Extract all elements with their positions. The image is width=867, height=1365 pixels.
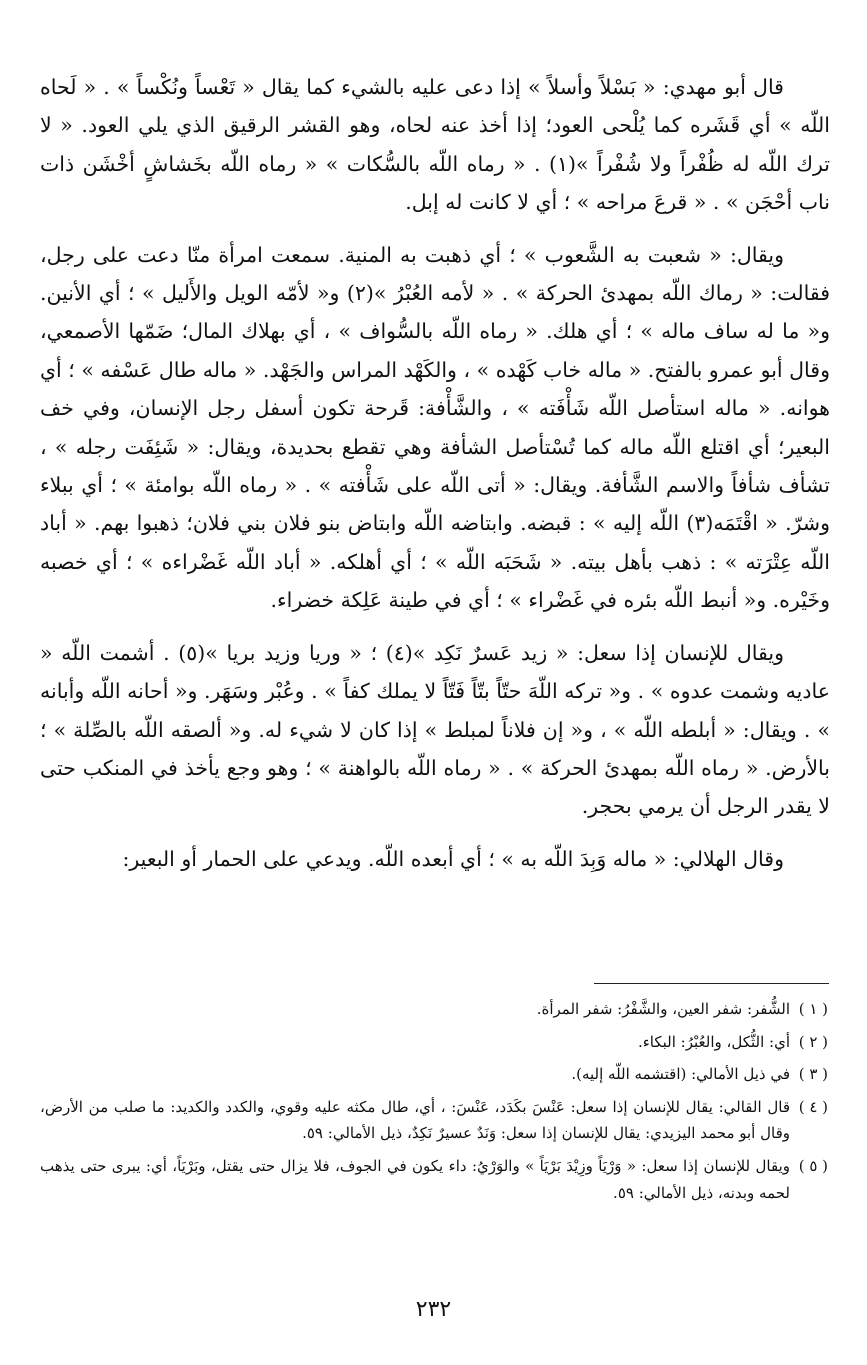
footnote-text: أي: الثُّكل، والعُبْرُ: البكاء. <box>637 1032 790 1051</box>
footnote-text: الشُّفر: شفر العين، والشَّفْرُ: شفر المرأة. <box>536 1000 790 1018</box>
footnote-number: ( ٣ ) <box>798 1065 828 1084</box>
footnote-5 <box>40 1153 828 1206</box>
footnote-4 <box>40 1094 828 1147</box>
footnote-number: ( ١ ) <box>798 1000 828 1018</box>
footnote-number: ( ٢ ) <box>798 1032 828 1051</box>
paragraph-1: قال أبو مهدي: « بَسْلاً وأسلاً » إذا دعى عليه بالشيء كما يقال « تَعْساً ونُكْساً » . « لَحاه اللّه » أي قَشَره كما يُلْحى العود؛ إذا أخذ عنه لحاه، وهو القشر الرقيق الذي يلي العود. « لا ترك اللّه له ظُفْراً ولا شُفْراً »(١) . « رماه اللّه بالسُّكات » « رماه اللّه بخَشاشٍ أخْشَن ذات ناب أحْجَن » . « قرعَ مراحه » ؛ أي لا كانت له إبل. <box>40 75 830 215</box>
main-text <box>40 68 830 878</box>
footnote-2 <box>40 1029 828 1056</box>
footnote-3 <box>40 1061 828 1088</box>
footnote-text: ويقال للإنسان إذا سعل: « وَرْيَاً وزِيْدَ بَرْيَاً » والوَرْيُ: داء يكون في الجوف، فلا يزال حتى يقتل، وبَرْيَاً، أي: يبرى حتى يذهب لحمه وبدنه، ذيل الأمالي: ٥٩. <box>40 1156 790 1202</box>
footnote-text: في ذيل الأمالي: (اقتشمه اللّه إليه). <box>571 1065 790 1084</box>
footnote-1 <box>40 996 828 1023</box>
footnote-number: ( ٥ ) <box>798 1156 828 1175</box>
footnote-text: قال القالي: يقال للإنسان إذا سعل: عَنْسَ بكَدَد، عَنْسَ: ، أي، طال مكثه عليه وقوي، والكدد والكديد: ما صلب من الأرض، وقال أبو محمد اليزيدي: يقال للإنسان إذا سعل: وَنَدٌ عسيرٌ نَكِدٌ، ذيل الأمالي: ٥٩. <box>40 1097 790 1143</box>
paragraph-4: وقال الهلالي: « ماله وَبِدَ اللّه به » ؛ أي أبعده اللّه. ويدعي على الحمار أو البعير: <box>122 846 784 871</box>
footnote-separator <box>594 983 829 984</box>
footnote-number: ( ٤ ) <box>798 1097 828 1116</box>
footnotes <box>40 996 828 1212</box>
page-number: ٢٣٢ <box>415 1297 452 1322</box>
paragraph-3: ويقال للإنسان إذا سعل: « زيد عَسرٌ نَكِد »(٤) ؛ « وريا وزيد بريا »(٥) . أشمت اللّه « عاديه وشمت عدوه » . و« تركه اللّهَ حتّاً بتّاً فَتّاً لا يملك كفاً » . وعُبْر وسَهَر. و« أحانه اللّه وأبانه » . ويقال: « أبلطه اللّه » ، و« إن فلاناً لمبلط » إذا كان لا شيء له. و« ألصقه اللّه بالصِّلة » ؛ بالأرض. « رماه اللّه بمهدئ الحركة » . « رماه اللّه بالواهنة » ؛ وهو وجع يأخذ في المنكب حتى لا يقدر الرجل أن يرمي بحجر. <box>40 640 830 819</box>
paragraph-2: ويقال: « شعبت به الشَّعوب » ؛ أي ذهبت به المنية. سمعت امرأة منّا دعت على رجل، فقالت: « رماك اللّه بمهدئ الحركة » . « لأمه العُبْرُ »(٢) و« لأمّه الويل والأَليل » ؛ أي الأنين. و« ما له ساف ماله » ؛ أي هلك. « رماه اللّه بالسُّواف » ، أي بهلاك المال؛ ضَمّها الأصمعي، وقال أبو عمرو بالفتح. « ماله خاب كَهْده » ، والكَهْد المراس والجَهْد. « ماله طال عَسْفه » ؛ أي هوانه. « ماله استأصل اللّه شَأْفَته » ، والشَّأْفة: قَرحة تكون أسفل رجل الإنسان، وفي خف البعير؛ أي اقتلع اللّه ماله كما تُسْتأصل الشأفة وهي تقطع بحديدة، ويقال: « شَئِفَت رجله » ، تشأف شأفاً والاسم الشَّأفة. ويقال: « أتى اللّه على شَأْفته » . « رماه اللّه بوامئة » ؛ أي ببلاء وشرّ. « اقْتَمَه(٣) اللّه إليه » : قبضه. وابتاضه اللّه وابتاض بنو فلان بني فلان؛ ذهبوا بهم. « أباد اللّه عِتْرَته » : ذهب بأهل بيته. « شَحَبَه اللّه » ؛ أي أهلكه. « أباد اللّه غَضْراءه » ؛ أي خصبه وخَيْره. و« أنبط اللّه بئره في غَضْراء » ؛ أي في طينة عَلِكة خضراء. <box>40 242 830 613</box>
